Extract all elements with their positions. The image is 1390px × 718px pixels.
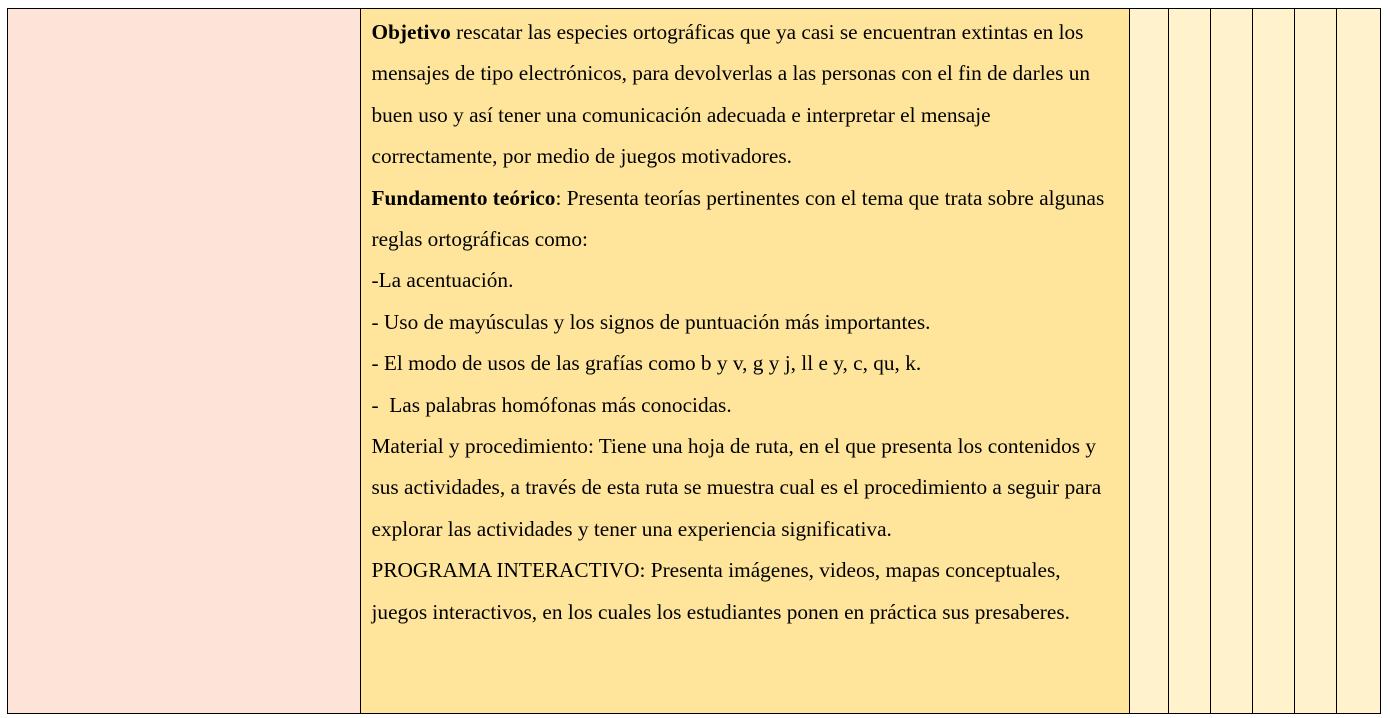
rule-item: - Uso de mayúsculas y los signos de puntuación más importantes.: [371, 309, 931, 334]
document-table: [7, 8, 1381, 714]
evaluation-cell: [1294, 9, 1336, 714]
theory-label: Fundamento teórico: [371, 185, 556, 210]
program-paragraph: PROGRAMA INTERACTIVO: Presenta imágenes, videos, mapas conceptuales, juegos interactivos, en los cuales los estudiantes ponen en práctica sus presaberes.: [371, 558, 1070, 624]
objective-label: Objetivo: [371, 20, 451, 44]
evaluation-cell: [1168, 9, 1210, 714]
material-paragraph: Material y procedimiento: Tiene una hoja de ruta, en el que presenta los contenidos y sus actividades, a través de esta ruta se muestra cual es el procedimiento a seguir para explorar las actividades y tener una experiencia significativa.: [371, 434, 1102, 541]
description-text: [361, 9, 1129, 633]
table-row: [8, 9, 1381, 714]
evaluation-cell: [1336, 9, 1380, 714]
objective-text: rescatar las especies ortográficas que ya casi se encuentran extintas en los mensajes de tipo electrónicos, para devolverlas a las personas con el fin de darles un buen uso y así tener una comunicación adecuada e interpretar el mensaje correctamente, por medio de juegos motivadores.: [371, 20, 1091, 169]
rule-item: - El modo de usos de las grafías como b y v, g y j, ll e y, c, qu, k.: [371, 351, 922, 376]
evaluation-cell: [1210, 9, 1252, 714]
theory-text: : Presenta teorías pertinentes con el tema que trata sobre algunas reglas ortográficas como:: [371, 185, 1105, 252]
theory-paragraph: [372, 178, 1119, 261]
objective-paragraph: [372, 12, 1119, 178]
evaluation-cell: [1129, 9, 1168, 714]
rule-item: - Las palabras homófonas más conocidas.: [371, 392, 732, 417]
description-cell: [360, 9, 1129, 714]
evaluation-cell: [1252, 9, 1294, 714]
left-empty-cell: [8, 9, 361, 714]
rule-item: -La acentuación.: [371, 268, 514, 293]
